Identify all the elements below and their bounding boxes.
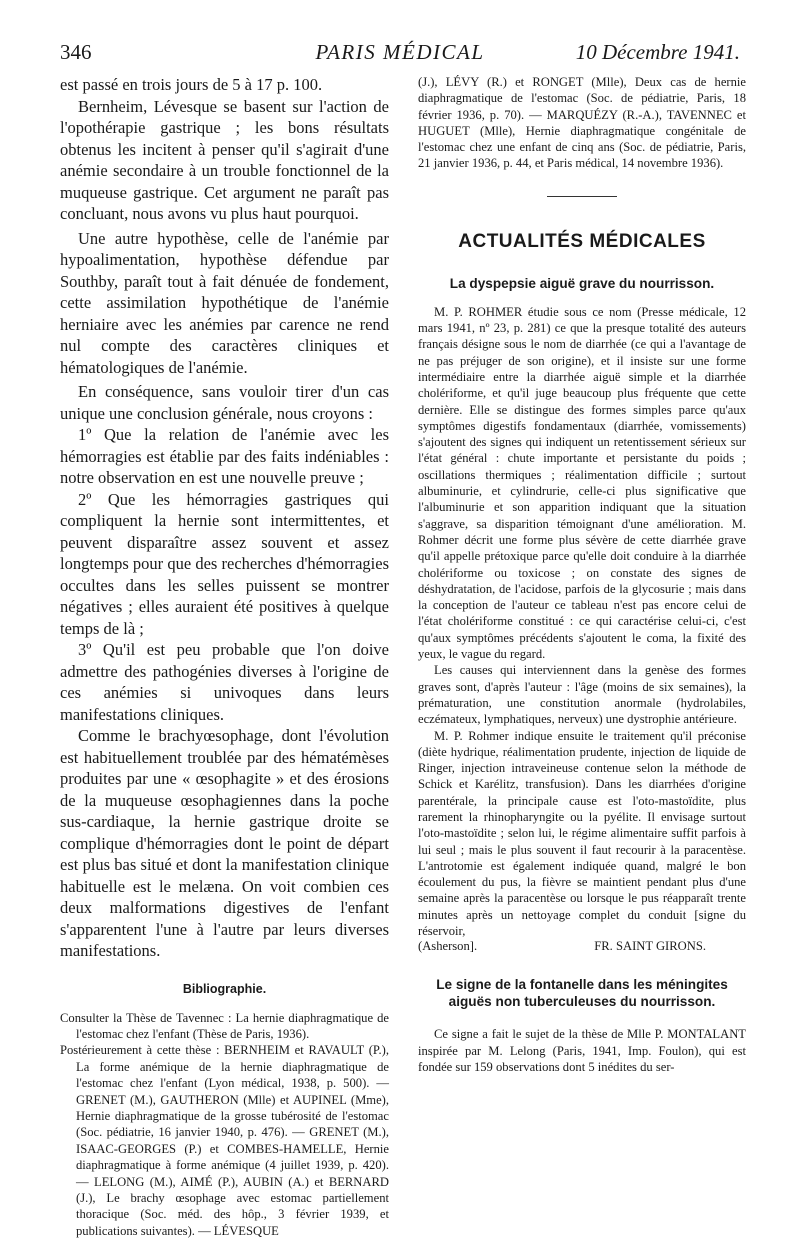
section-divider xyxy=(547,196,617,197)
left-paragraph: est passé en trois jours de 5 à 17 p. 100. xyxy=(60,75,323,94)
left-paragraph: Comme le brachyœsophage, dont l'évolution est habituellement troublée par des hématémèses produites par une « œsophagite » et des érosions de la muqueuse œsophagiennes dans la poche sus-cardiaque, la hernie gastrique droite se complique d'hémorragies dont le point de départ est plus bas situé et dont la manifestation clinique habituelle est le melæna. On voit combien ces deux malformations digestives de l'enfant s'apparentent l'une à l'autre par leurs diverses manifestations. xyxy=(60,726,389,960)
left-paragraph: Bernheim, Lévesque se basent sur l'action de l'opothérapie gastrique ; les bons résultats obtenus les incitent à penser qu'il s'agirait d'une anémie secondaire à un trouble fonctionnel de la muqueuse gastrique. Cet argument ne paraît pas concluant, nous avons vu plus haut pourquoi. xyxy=(60,96,389,223)
author-signature: FR. SAINT GIRONS. xyxy=(594,939,706,954)
right-column xyxy=(418,74,746,1075)
left-paragraph: 1º Que la relation de l'anémie avec les hémorragies est établie par des faits indéniables : notre observation en est une nouvelle preuve ; xyxy=(60,425,389,487)
article-paragraph: M. P. ROHMER étudie sous ce nom (Presse médicale, 12 mars 1941, nº 23, p. 281) ce que la presque totalité des auteurs français désigne sous le nom de diarrhée (ce qui a l'avantage de ne pas préjuger de son origine), et il insiste sur une forme intermédiaire entre la diarrhée aiguë simple et la diarrhée cholériforme, et qu'il juge beaucoup plus fréquente que cette dernière. Elle se distingue des formes simples parce qu'aux symptômes digestifs fondamentaux (diarrhée, vomissements) s'ajoutent des signes qui indiquent un retentissement sérieux sur l'état général : chute importante et persistante du poids ; oscillations thermiques ; réalimentation difficile ; surtout albuminurie, et cylindrurie, celle-ci plus significative que l'albuminurie et son apparition indiquant que la situation s'aggrave, sa disparition témoignant d'une amélioration. M. Rohmer décrit une forme plus sévère de cette diarrhée grave qu'il appelle prétoxique parce qu'elle doit conduire à la diarrhée cholériforme ou toxicose ; on constate des signes de déshydratation, de l'acidose, parfois de la glycosurie ; mais dans la conception de l'auteur ce tableau n'est pas encore celui de l'état cholériforme constitué : ce qui caractérise celui-ci, c'est qu'aux symptômes précédents s'ajoutent le coma, la fixité des yeux, le vague du regard. xyxy=(418,304,746,662)
issue-date: 10 Décembre 1941. xyxy=(575,40,740,64)
article-title: La dyspepsie aiguë grave du nourrisson. xyxy=(449,275,715,291)
bibliography-heading: Bibliographie. xyxy=(182,981,267,996)
left-paragraph: En conséquence, sans vouloir tirer d'un cas unique une conclusion générale, nous croyons : xyxy=(60,382,389,423)
article-paragraph: Ce signe a fait le sujet de la thèse de Mlle P. MONTALANT inspirée par M. Lelong (Paris, 1941, Imp. Foulon), qui est fondée sur 159 observations dont 5 inédites du ser- xyxy=(418,1027,746,1074)
left-paragraph: 3º Qu'il est peu probable que l'on doive admettre des pathogénies diverses à l'origine de ces anémies si univoques dans leurs manifestations cliniques. xyxy=(60,640,389,724)
bibliography-entry: Postérieurement à cette thèse : BERNHEIM et RAVAULT (P.), La forme anémique de la hernie diaphragmatique de l'estomac chez l'enfant (Lyon médical, 1938, p. 500). — GRENET (M.), GAUTHERON (Mlle) et AUPINEL (Mme), Hernie diaphragmatique de la grosse tubérosité de l'estomac (Soc. pédiatrie, 16 janvier 1940, p. 476). — GRENET (M.), ISAAC-GEORGES (P.) et COMBES-HAMELLE, Hernie diaphragmatique à forme anémique (4 juillet 1939, p. 420). — LELONG (M.), AIMÉ (P.), AUBIN (A.) et BERNARD (J.), Le brachy œsophage avec estomac partiellement thoracique (Soc. méd. des hôp., 3 février 1939, et publications suivantes). — LÉVESQUE xyxy=(60,1043,389,1238)
bibliography-entry: Consulter la Thèse de Tavennec : La hernie diaphragmatique de l'estomac chez l'enfant (Thèse de Paris, 1936). xyxy=(60,1010,389,1041)
signature-line xyxy=(418,939,746,954)
article-title: Le signe de la fontanelle dans les méningites aiguës non tuberculeuses du nourrisson. xyxy=(436,977,728,1010)
left-column xyxy=(60,74,389,1239)
page-number: 346 xyxy=(60,40,92,64)
article-paragraph: M. P. Rohmer indique ensuite le traitement qu'il préconise (diète hydrique, réalimentation prudente, injection de liquide de Ringer, injection intraveineuse contenue selon la méthode de Schick et Karélitz, transfusion). Dans les diarrhées d'origine parentérale, la principale cause est l'oto-mastoïdite, plus rarement la rhinopharyngite ou la pyélite. Il envisage surtout l'oto-mastoïdite ; selon lui, le régime alimentaire suffit parfois à lui seul ; mais le plus souvent il faut recourir à la paracentèse. L'antrotomie est également indiquée quand, malgré le bon écoulement du pus, la fièvre se maintient pendant plus d'une semaine après la paracentèse ou lorsque le pus réapparaît trente minutes après un nettoyage complet du conduit [signe du réservoir, xyxy=(418,728,746,939)
left-paragraph: 2º Que les hémorragies gastriques qui compliquent la hernie sont intermittentes, et peuvent disparaître assez souvent et assez longtemps pour que des recherches d'hémorragies occultes dans les selles puissent se montrer négatives ; elles auraient été positives à quelque temps de là ; xyxy=(60,489,389,638)
journal-title: PARIS MÉDICAL xyxy=(315,40,485,64)
bibliography-continued: (J.), LÉVY (R.) et RONGET (Mlle), Deux cas de hernie diaphragmatique de l'estomac (Soc. de pédiatrie, Paris, 18 février 1936, p. 70). — MARQUÉZY (R.-A.), TAVENNEC et HUGUET (Mlle), Hernie diaphragmatique congénitale de l'estomac chez une enfant de cinq ans (Soc. de pédiatrie, Paris, 21 janvier 1936, p. 44, et Paris médical, 14 novembre 1936). xyxy=(418,75,746,171)
page-header xyxy=(60,40,740,70)
section-title: ACTUALITÉS MÉDICALES xyxy=(458,230,706,252)
left-paragraph: Une autre hypothèse, celle de l'anémie par hypoalimentation, hypothèse défendue par Southby, paraît tout à fait dénuée de fondement, cette assimilation hypothétique de l'anémie herniaire avec les anémies par carence ne rend nul compte des caractères cliniques et hématologiques de l'anémie. xyxy=(60,228,389,377)
signature-note: (Asherson]. xyxy=(418,939,478,954)
article-paragraph: Les causes qui interviennent dans la genèse des formes graves sont, d'après l'auteur : l'âge (moins de six semaines), la prématuration, une constitution anormale (hydrolabiles, eczémateux, lymphatiques, nerveux) une dystrophie antérieure. xyxy=(418,663,746,727)
